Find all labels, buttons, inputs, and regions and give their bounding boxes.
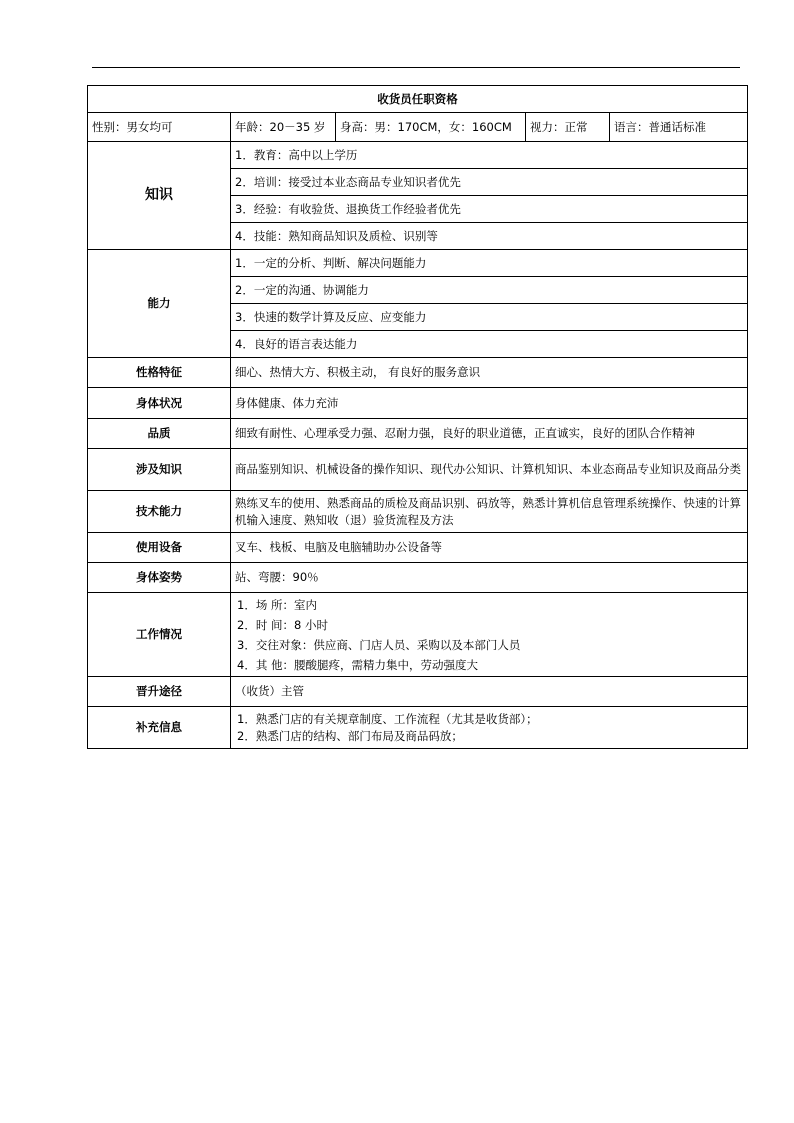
quality-label: 品质 xyxy=(88,419,231,449)
qualification-form xyxy=(87,85,748,749)
height-cell: 身高：男：170CM，女：160CM xyxy=(336,113,526,142)
header-rule xyxy=(92,67,740,68)
physical-value: 身体健康、体力充沛 xyxy=(231,388,748,419)
posture-label: 身体姿势 xyxy=(88,563,231,593)
knowledge-item: 4．技能：熟知商品知识及质检、识别等 xyxy=(231,223,748,250)
ability-item: 4．良好的语言表达能力 xyxy=(231,331,748,358)
physical-label: 身体状况 xyxy=(88,388,231,419)
supplement-item: 2．熟悉门店的结构、部门布局及商品码放； xyxy=(237,728,463,743)
ability-item: 3．快速的数学计算及反应、应变能力 xyxy=(231,304,748,331)
promotion-label: 晋升途径 xyxy=(88,677,231,707)
supplement-item: 1．熟悉门店的有关规章制度、工作流程（尤其是收货部）； xyxy=(237,711,538,726)
ability-row xyxy=(88,250,748,277)
work-item: 1．场 所：室内 xyxy=(237,597,317,612)
knowledge-item: 2．培训：接受过本业态商品专业知识者优先 xyxy=(231,169,748,196)
posture-value: 站、弯腰：90％ xyxy=(231,563,748,593)
physical-row xyxy=(88,388,748,419)
gender-cell: 性别：男女均可 xyxy=(88,113,231,142)
equipment-row xyxy=(88,533,748,563)
basic-info-row xyxy=(88,113,748,142)
work-label: 工作情况 xyxy=(88,593,231,677)
age-cell: 年龄：20－35 岁 xyxy=(231,113,336,142)
supplement-value xyxy=(231,707,748,749)
quality-value: 细致有耐性、心理承受力强、忍耐力强，良好的职业道德，正直诚实，良好的团队合作精神 xyxy=(231,419,748,449)
knowledge-label: 知识 xyxy=(88,142,231,250)
work-item: 3．交往对象：供应商、门店人员、采购以及本部门人员 xyxy=(237,637,521,652)
ability-item: 1．一定的分析、判断、解决问题能力 xyxy=(231,250,748,277)
vision-cell: 视力：正常 xyxy=(526,113,610,142)
language-cell: 语言：普通话标准 xyxy=(610,113,748,142)
related-knowledge-row xyxy=(88,449,748,491)
promotion-row xyxy=(88,677,748,707)
related-knowledge-value: 商品鉴别知识、机械设备的操作知识、现代办公知识、计算机知识、本业态商品专业知识及商品分类 xyxy=(231,449,748,491)
promotion-value: （收货）主管 xyxy=(231,677,748,707)
ability-label: 能力 xyxy=(88,250,231,358)
personality-value: 细心、热情大方、积极主动， 有良好的服务意识 xyxy=(231,358,748,388)
knowledge-item: 1．教育：高中以上学历 xyxy=(231,142,748,169)
personality-row xyxy=(88,358,748,388)
ability-item: 2．一定的沟通、协调能力 xyxy=(231,277,748,304)
work-row xyxy=(88,593,748,677)
equipment-value: 叉车、栈板、电脑及电脑辅助办公设备等 xyxy=(231,533,748,563)
tech-ability-label: 技术能力 xyxy=(88,491,231,533)
form-title: 收货员任职资格 xyxy=(88,86,748,113)
work-value xyxy=(231,593,748,677)
tech-ability-value: 熟练叉车的使用、熟悉商品的质检及商品识别、码放等，熟悉计算机信息管理系统操作、快速的计算机输入速度、熟知收（退）验货流程及方法 xyxy=(231,491,748,533)
personality-label: 性格特征 xyxy=(88,358,231,388)
supplement-row xyxy=(88,707,748,749)
posture-row xyxy=(88,563,748,593)
related-knowledge-label: 涉及知识 xyxy=(88,449,231,491)
work-item: 2．时 间：8 小时 xyxy=(237,617,328,632)
knowledge-item: 3．经验：有收验货、退换货工作经验者优先 xyxy=(231,196,748,223)
knowledge-row xyxy=(88,142,748,169)
equipment-label: 使用设备 xyxy=(88,533,231,563)
supplement-label: 补充信息 xyxy=(88,707,231,749)
tech-ability-row xyxy=(88,491,748,533)
quality-row xyxy=(88,419,748,449)
work-item: 4．其 他：腰酸腿疼，需精力集中，劳动强度大 xyxy=(237,657,478,672)
